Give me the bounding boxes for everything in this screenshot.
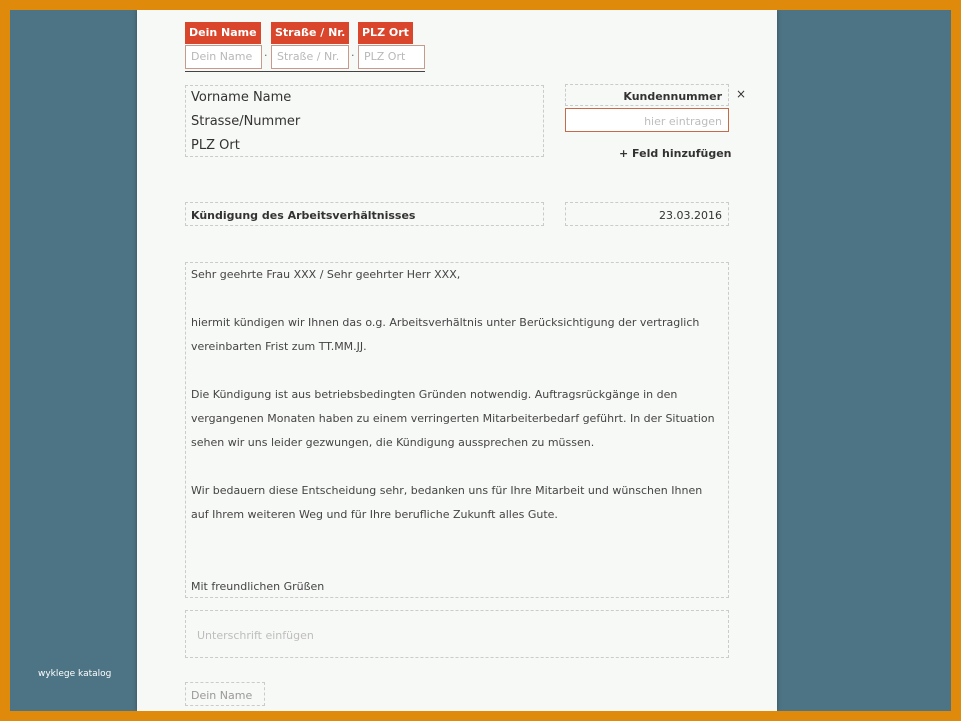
sender-street-tag: Straße / Nr. [271,22,349,44]
letter-line: Die Kündigung ist aus betriebsbedingten Gründen notwendig. Auftragsrückgänge in den [191,388,678,401]
sender-name-tag: Dein Name [185,22,261,44]
signature-field[interactable]: Unterschrift einfügen [185,610,729,658]
letter-line: hiermit kündigen wir Ihnen das o.g. Arbeitsverhältnis unter Berücksichtigung der vertraglich [191,316,700,329]
date-field[interactable]: 23.03.2016 [565,202,729,226]
letter-line [191,455,723,479]
letter-line: vergangenen Monaten haben zu einem verringerten Mitarbeiterbedarf geführt. In der Situation [191,412,715,425]
salutation-line: Sehr geehrte Frau XXX / Sehr geehrter Herr XXX, [191,268,461,281]
recipient-name: Vorname Name [191,90,292,105]
close-icon[interactable]: × [736,87,747,101]
recipient-city: PLZ Ort [191,138,240,153]
backdrop [10,10,951,711]
sender-street-input[interactable]: Straße / Nr. [271,45,349,69]
letter-line: auf Ihrem weiteren Weg und für Ihre berufliche Zukunft alles Gute. [191,508,558,521]
closing-line: Mit freundlichen Grüßen [191,580,325,593]
letter-line: Wir bedauern diese Entscheidung sehr, bedanken uns für Ihre Mitarbeit und wünschen Ihnen [191,484,703,497]
customer-number-label: Kundennummer [623,90,722,103]
footer-label: wyklege katalog [38,669,112,679]
letter-line [191,551,723,575]
sender-city-tag: PLZ Ort [358,22,413,44]
letter-line: sehen wir uns leider gezwungen, die Kündigung aussprechen zu müssen. [191,436,595,449]
sender-name-input[interactable]: Dein Name [185,45,262,69]
add-field-button[interactable]: + Feld hinzufügen [619,147,732,160]
letter-line [191,359,723,383]
separator-dot: · [351,49,355,62]
letter-line: vereinbarten Frist zum TT.MM.JJ. [191,340,367,353]
sender-city-input[interactable]: PLZ Ort [358,45,425,69]
recipient-address-block[interactable] [185,85,544,157]
letter-line [191,287,723,311]
recipient-street: Strasse/Nummer [191,114,301,129]
bottom-name-field[interactable]: Dein Name [185,682,265,706]
separator-dot: · [264,49,268,62]
letter-sheet [137,10,777,711]
customer-number-label-box[interactable] [565,84,729,106]
letter-body[interactable] [185,262,729,598]
letter-line [191,527,723,551]
customer-number-input[interactable]: hier eintragen [565,108,729,132]
sender-underline [185,71,425,72]
subject-field[interactable]: Kündigung des Arbeitsverhältnisses [185,202,544,226]
